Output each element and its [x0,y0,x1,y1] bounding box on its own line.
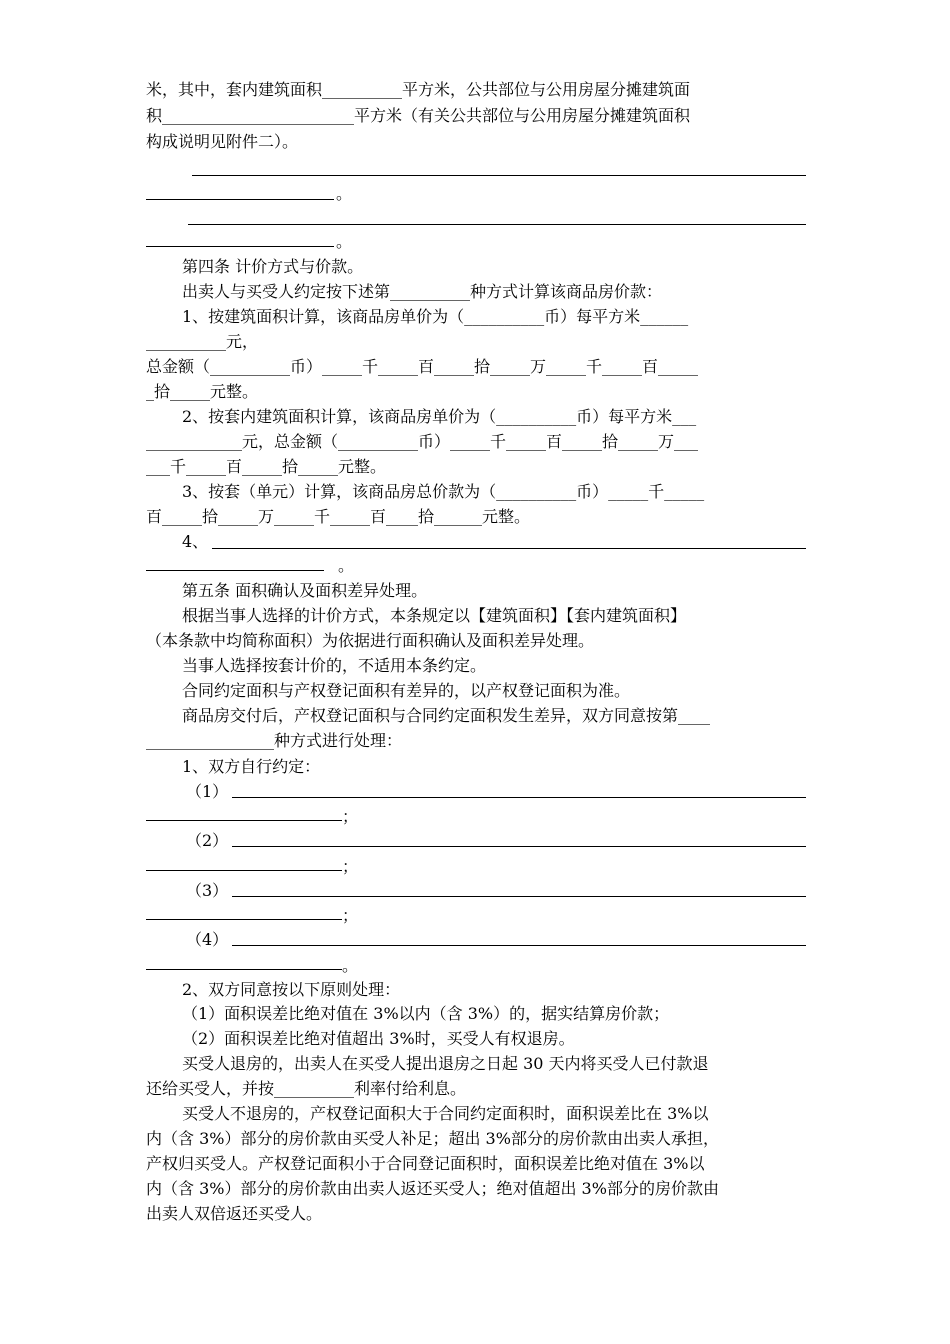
text-line: 3、按套（单元）计算，该商品房总价款为（__________币）_____千_____ [182,482,705,501]
text-line: ； [342,857,359,876]
text-line: （2） [186,831,229,850]
text-line: 出卖人双倍返还买受人。 [146,1204,323,1223]
text-line: 1、按建筑面积计算，该商品房单价为（__________币）每平方米______ [182,307,689,326]
blank-line [212,548,806,549]
text-line: 合同约定面积与产权登记面积有差异的，以产权登记面积为准。 [182,681,631,700]
text-line: 当事人选择按套计价的，不适用本条约定。 [182,656,487,675]
text-line: （3） [186,881,229,900]
text-line: ________________种方式进行处理： [146,731,403,750]
text-line: 2、双方同意按以下原则处理： [182,980,401,999]
text-line: ___千_____百_____拾_____元整。 [146,457,387,476]
blank-line [232,846,806,847]
text-line: 内（含 3%）部分的房价款由出卖人返还买受人；绝对值超出 3%部分的房价款由 [146,1179,719,1198]
text-line: ； [342,906,359,925]
text-line: 。 [342,956,359,975]
blank-line [232,797,806,798]
text-line: 米，其中，套内建筑面积__________平方米，公共部位与公用房屋分摊建筑面 [146,80,691,99]
text-line: 商品房交付后，产权登记面积与合同约定面积发生差异，双方同意按第____ [182,706,711,725]
article-4-heading: 第四条 计价方式与价款。 [182,257,364,276]
text-line: 还给买受人，并按__________利率付给利息。 [146,1079,467,1098]
text-line: ____________元，总金额（__________币）_____千_____百_____拾_____万___ [146,432,699,451]
text-line: __________元， [146,332,259,351]
text-line: 2、按套内建筑面积计算，该商品房单价为（__________币）每平方米___ [182,407,697,426]
text-line: _拾_____元整。 [146,382,259,401]
text-line: （1） [186,782,229,801]
text-line: 百_____拾_____万_____千_____百____拾______元整。 [146,507,531,526]
article-5-heading: 第五条 面积确认及面积差异处理。 [182,581,428,600]
blank-line [192,175,806,176]
blank-line [146,246,334,247]
blank-line [146,870,342,871]
blank-line [146,969,342,970]
text-line: 。 [336,184,353,203]
text-line: （4） [186,930,229,949]
blank-line [146,570,324,571]
blank-line [188,224,806,225]
blank-line [232,896,806,897]
blank-line [146,199,334,200]
text-line: 4、 [182,532,209,551]
text-line: 根据当事人选择的计价方式，本条规定以【建筑面积】【套内建筑面积】 [182,606,687,625]
blank-line [146,919,342,920]
text-line: 买受人不退房的，产权登记面积大于合同约定面积时，面积误差比在 3%以 [182,1104,709,1123]
text-line: 。 [336,232,353,251]
text-line: ； [342,807,359,826]
blank-line [146,820,342,821]
text-line: 买受人退房的，出卖人在买受人提出退房之日起 30 天内将买受人已付款退 [182,1054,709,1073]
text-line: 产权归买受人。产权登记面积小于合同登记面积时，面积误差比绝对值在 3%以 [146,1154,705,1173]
text-line: 积________________________平方米（有关公共部位与公用房屋分摊建筑面积 [146,106,691,125]
text-line: （本条款中均简称面积）为依据进行面积确认及面积差异处理。 [146,631,595,650]
text-line: 1、双方自行约定： [182,757,321,776]
text-line: （1）面积误差比绝对值在 3%以内（含 3%）的，据实结算房价款； [182,1004,670,1023]
blank-line [232,945,806,946]
text-line: 构成说明见附件二）。 [146,132,299,151]
text-line: 出卖人与买受人约定按下述第__________种方式计算该商品房价款： [182,282,663,301]
text-line: 。 [338,556,355,575]
text-line: （2）面积误差比绝对值超出 3%时，买受人有权退房。 [182,1029,575,1048]
text-line: 总金额（__________币）_____千_____百_____拾_____万_____千_____百_____ [146,357,699,376]
text-line: 内（含 3%）部分的房价款由买受人补足；超出 3%部分的房价款由出卖人承担， [146,1129,719,1148]
